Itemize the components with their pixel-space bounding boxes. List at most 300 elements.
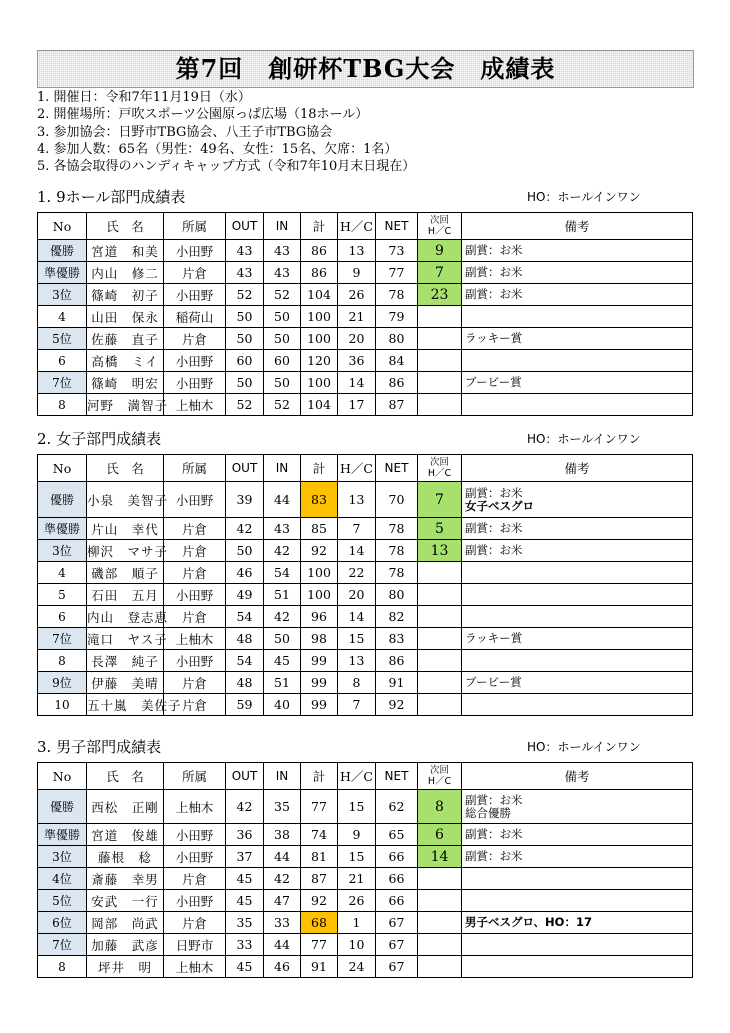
table-row <box>38 482 693 518</box>
header-no: No <box>38 213 87 240</box>
total-cell: 86 <box>301 240 338 262</box>
rank-cell: 9位 <box>38 672 87 694</box>
header-no: No <box>38 763 87 790</box>
name-cell: 河野 満智子 <box>87 394 164 416</box>
table-row <box>38 584 693 606</box>
header-in: IN <box>264 213 301 240</box>
rank-cell: 5位 <box>38 328 87 350</box>
name-cell: 宮道 和美 <box>87 240 164 262</box>
hc-cell: 15 <box>338 846 376 868</box>
next-hc-cell <box>418 328 462 350</box>
club-cell: 片倉 <box>164 912 226 934</box>
hc-cell: 7 <box>338 694 376 716</box>
net-cell: 77 <box>376 262 418 284</box>
next-hc-cell <box>418 650 462 672</box>
table-row <box>38 394 693 416</box>
table-row <box>38 934 693 956</box>
results-table <box>37 762 693 978</box>
header-net: NET <box>376 213 418 240</box>
net-cell: 80 <box>376 328 418 350</box>
net-cell: 67 <box>376 934 418 956</box>
rank-cell: 準優勝 <box>38 518 87 540</box>
header-next-hc-line2: H／C <box>427 468 452 479</box>
table-row <box>38 562 693 584</box>
rank-cell: 優勝 <box>38 482 87 518</box>
note-cell <box>462 284 693 306</box>
next-hc-cell <box>418 934 462 956</box>
note-cell <box>462 350 693 372</box>
hole-in-one-legend: HO：ホールインワン <box>527 740 641 754</box>
next-hc-cell <box>418 672 462 694</box>
net-cell: 84 <box>376 350 418 372</box>
club-cell: 小田野 <box>164 824 226 846</box>
name-cell: 藤根 稔 <box>87 846 164 868</box>
next-hc-cell: 8 <box>418 790 462 824</box>
net-cell: 70 <box>376 482 418 518</box>
in-cell: 50 <box>264 372 301 394</box>
net-cell: 65 <box>376 824 418 846</box>
table-row <box>38 846 693 868</box>
rank-cell: 6位 <box>38 912 87 934</box>
header-name: 氏 名 <box>87 455 164 482</box>
note-cell <box>462 846 693 868</box>
next-hc-cell <box>418 372 462 394</box>
rank-cell: 6 <box>38 606 87 628</box>
next-hc-cell: 9 <box>418 240 462 262</box>
club-cell: 片倉 <box>164 868 226 890</box>
rank-cell: 優勝 <box>38 790 87 824</box>
in-cell: 47 <box>264 890 301 912</box>
club-cell: 小田野 <box>164 482 226 518</box>
hc-cell: 13 <box>338 650 376 672</box>
table-row <box>38 650 693 672</box>
next-hc-cell <box>418 628 462 650</box>
name-cell: 岡部 尚武 <box>87 912 164 934</box>
hc-cell: 21 <box>338 306 376 328</box>
note-text: 男子ベスグロ、HO：17 <box>465 915 592 929</box>
info-date: 1. 開催日：令和7年11月19日（水） <box>37 90 251 105</box>
club-cell: 小田野 <box>164 284 226 306</box>
club-cell: 小田野 <box>164 650 226 672</box>
rank-cell: 4 <box>38 562 87 584</box>
table-row <box>38 328 693 350</box>
header-out: OUT <box>226 763 264 790</box>
out-cell: 33 <box>226 934 264 956</box>
in-cell: 54 <box>264 562 301 584</box>
table-row <box>38 890 693 912</box>
club-cell: 上柚木 <box>164 628 226 650</box>
hc-cell: 14 <box>338 540 376 562</box>
total-cell: 120 <box>301 350 338 372</box>
hc-cell: 7 <box>338 518 376 540</box>
note-text: 副賞：お米 <box>465 265 523 279</box>
in-cell: 33 <box>264 912 301 934</box>
note-cell <box>462 868 693 890</box>
name-cell: 石田 五月 <box>87 584 164 606</box>
note-text: 副賞：お米 <box>465 792 523 807</box>
club-cell: 上柚木 <box>164 956 226 978</box>
header-club: 所属 <box>164 213 226 240</box>
net-cell: 91 <box>376 672 418 694</box>
next-hc-cell <box>418 956 462 978</box>
out-cell: 52 <box>226 284 264 306</box>
in-cell: 43 <box>264 262 301 284</box>
header-next-hc-line1: 次回 <box>429 457 449 468</box>
club-cell: 小田野 <box>164 846 226 868</box>
net-cell: 78 <box>376 540 418 562</box>
table-row <box>38 306 693 328</box>
in-cell: 43 <box>264 240 301 262</box>
rank-cell: 10 <box>38 694 87 716</box>
event-info <box>37 89 415 175</box>
total-cell: 100 <box>301 328 338 350</box>
name-cell: 篠崎 初子 <box>87 284 164 306</box>
in-cell: 52 <box>264 284 301 306</box>
in-cell: 60 <box>264 350 301 372</box>
total-cell: 91 <box>301 956 338 978</box>
table-row <box>38 350 693 372</box>
total-cell: 104 <box>301 284 338 306</box>
total-cell: 100 <box>301 372 338 394</box>
name-cell: 坪井 明 <box>87 956 164 978</box>
page-title: 第7回 創研杯TBG大会 成績表 <box>37 50 694 88</box>
in-cell: 43 <box>264 518 301 540</box>
net-cell: 73 <box>376 240 418 262</box>
table-header-row <box>38 763 693 790</box>
in-cell: 42 <box>264 868 301 890</box>
header-hc: H／C <box>338 763 376 790</box>
header-name: 氏 名 <box>87 213 164 240</box>
club-cell: 片倉 <box>164 328 226 350</box>
next-hc-cell: 5 <box>418 518 462 540</box>
info-handicap-method: 5. 各協会取得のハンディキャップ方式（令和7年10月末日現在） <box>37 159 416 175</box>
hc-cell: 36 <box>338 350 376 372</box>
net-cell: 86 <box>376 650 418 672</box>
table-row <box>38 824 693 846</box>
out-cell: 60 <box>226 350 264 372</box>
hc-cell: 14 <box>338 372 376 394</box>
total-cell: 98 <box>301 628 338 650</box>
name-cell: 伊藤 美晴 <box>87 672 164 694</box>
table-row <box>38 372 693 394</box>
table-row <box>38 912 693 934</box>
hc-cell: 8 <box>338 672 376 694</box>
hc-cell: 20 <box>338 584 376 606</box>
note-text: ブービー賞 <box>465 675 522 689</box>
hc-cell: 15 <box>338 628 376 650</box>
rank-cell: 5 <box>38 584 87 606</box>
next-hc-cell <box>418 694 462 716</box>
table-row <box>38 540 693 562</box>
note-text: 副賞：お米 <box>465 485 523 500</box>
note-text: 副賞：お米 <box>465 521 523 535</box>
name-cell: 山田 保永 <box>87 306 164 328</box>
out-cell: 50 <box>226 540 264 562</box>
header-note: 備考 <box>462 213 693 240</box>
name-cell: 加藤 武彦 <box>87 934 164 956</box>
total-cell: 86 <box>301 262 338 284</box>
club-cell: 小田野 <box>164 350 226 372</box>
out-cell: 59 <box>226 694 264 716</box>
net-cell: 78 <box>376 284 418 306</box>
next-hc-cell <box>418 562 462 584</box>
table-header-row <box>38 213 693 240</box>
name-cell: 西松 正剛 <box>87 790 164 824</box>
out-cell: 50 <box>226 306 264 328</box>
out-cell: 48 <box>226 628 264 650</box>
note-text: 副賞：お米 <box>465 849 523 863</box>
next-hc-cell: 13 <box>418 540 462 562</box>
note-cell <box>462 606 693 628</box>
in-cell: 42 <box>264 540 301 562</box>
name-cell: 篠崎 明宏 <box>87 372 164 394</box>
out-cell: 42 <box>226 518 264 540</box>
out-cell: 54 <box>226 606 264 628</box>
name-cell: 内山 修二 <box>87 262 164 284</box>
in-cell: 45 <box>264 650 301 672</box>
note-cell <box>462 956 693 978</box>
club-cell: 小田野 <box>164 584 226 606</box>
note-cell <box>462 306 693 328</box>
in-cell: 51 <box>264 672 301 694</box>
note-cell <box>462 584 693 606</box>
hc-cell: 22 <box>338 562 376 584</box>
total-cell: 87 <box>301 868 338 890</box>
rank-cell: 8 <box>38 650 87 672</box>
header-hc: H／C <box>338 455 376 482</box>
results-table <box>37 454 693 716</box>
rank-cell: 8 <box>38 956 87 978</box>
note-text: ラッキー賞 <box>465 631 523 645</box>
note-cell <box>462 328 693 350</box>
table-row <box>38 518 693 540</box>
next-hc-cell: 7 <box>418 482 462 518</box>
header-next-hc-line2: H／C <box>427 226 452 237</box>
rank-cell: 5位 <box>38 890 87 912</box>
note-cell <box>462 518 693 540</box>
club-cell: 片倉 <box>164 606 226 628</box>
out-cell: 50 <box>226 372 264 394</box>
in-cell: 50 <box>264 306 301 328</box>
header-out: OUT <box>226 213 264 240</box>
next-hc-cell <box>418 350 462 372</box>
note-cell <box>462 672 693 694</box>
name-cell: 滝口 ヤス子 <box>87 628 164 650</box>
header-total: 計 <box>301 213 338 240</box>
out-cell: 45 <box>226 868 264 890</box>
note-cell <box>462 394 693 416</box>
in-cell: 52 <box>264 394 301 416</box>
total-cell: 77 <box>301 934 338 956</box>
header-out: OUT <box>226 455 264 482</box>
info-participants: 4. 参加人数：65名（男性：49名、女性：15名、欠席：1名） <box>37 141 398 157</box>
next-hc-cell: 14 <box>418 846 462 868</box>
total-cell: 100 <box>301 306 338 328</box>
note-cell <box>462 628 693 650</box>
out-cell: 45 <box>226 956 264 978</box>
header-next-hc-line1: 次回 <box>429 215 449 226</box>
header-in: IN <box>264 455 301 482</box>
net-cell: 67 <box>376 912 418 934</box>
header-net: NET <box>376 455 418 482</box>
note-text: ラッキー賞 <box>465 331 523 345</box>
next-hc-cell: 7 <box>418 262 462 284</box>
hc-cell: 20 <box>338 328 376 350</box>
next-hc-cell <box>418 394 462 416</box>
hc-cell: 26 <box>338 890 376 912</box>
in-cell: 44 <box>264 846 301 868</box>
note-cell <box>462 562 693 584</box>
table-row <box>38 956 693 978</box>
total-cell: 92 <box>301 890 338 912</box>
table-row <box>38 284 693 306</box>
note-cell <box>462 262 693 284</box>
out-cell: 50 <box>226 328 264 350</box>
note-text-secondary: 女子ベスグロ <box>465 498 534 513</box>
out-cell: 42 <box>226 790 264 824</box>
next-hc-cell <box>418 584 462 606</box>
hc-cell: 13 <box>338 240 376 262</box>
table-header-row <box>38 455 693 482</box>
hc-cell: 13 <box>338 482 376 518</box>
club-cell: 小田野 <box>164 372 226 394</box>
hole-in-one-legend: HO：ホールインワン <box>527 190 641 204</box>
header-net: NET <box>376 763 418 790</box>
note-text-secondary: 総合優勝 <box>465 805 511 820</box>
in-cell: 51 <box>264 584 301 606</box>
name-cell: 斎藤 幸男 <box>87 868 164 890</box>
next-hc-cell: 6 <box>418 824 462 846</box>
net-cell: 86 <box>376 372 418 394</box>
total-cell: 99 <box>301 672 338 694</box>
net-cell: 83 <box>376 628 418 650</box>
total-cell: 81 <box>301 846 338 868</box>
club-cell: 日野市 <box>164 934 226 956</box>
section-heading: 3. 男子部門成績表 <box>37 738 162 756</box>
table-row <box>38 262 693 284</box>
header-in: IN <box>264 763 301 790</box>
name-cell: 柳沢 マサ子 <box>87 540 164 562</box>
club-cell: 上柚木 <box>164 394 226 416</box>
note-cell <box>462 694 693 716</box>
hc-cell: 1 <box>338 912 376 934</box>
net-cell: 67 <box>376 956 418 978</box>
header-next-hc-line1: 次回 <box>429 765 449 776</box>
note-cell <box>462 482 693 518</box>
net-cell: 82 <box>376 606 418 628</box>
out-cell: 37 <box>226 846 264 868</box>
total-cell: 68 <box>301 912 338 934</box>
next-hc-cell <box>418 868 462 890</box>
rank-cell: 6 <box>38 350 87 372</box>
note-text: 副賞：お米 <box>465 287 523 301</box>
out-cell: 54 <box>226 650 264 672</box>
rank-cell: 準優勝 <box>38 262 87 284</box>
note-cell <box>462 540 693 562</box>
club-cell: 小田野 <box>164 240 226 262</box>
name-cell: 内山 登志恵 <box>87 606 164 628</box>
club-cell: 片倉 <box>164 540 226 562</box>
header-name: 氏 名 <box>87 763 164 790</box>
net-cell: 66 <box>376 890 418 912</box>
out-cell: 46 <box>226 562 264 584</box>
header-club: 所属 <box>164 455 226 482</box>
rank-cell: 7位 <box>38 628 87 650</box>
net-cell: 66 <box>376 846 418 868</box>
rank-cell: 優勝 <box>38 240 87 262</box>
out-cell: 48 <box>226 672 264 694</box>
net-cell: 80 <box>376 584 418 606</box>
header-club: 所属 <box>164 763 226 790</box>
hc-cell: 26 <box>338 284 376 306</box>
info-associations: 3. 参加協会：日野市TBG協会、八王子市TBG協会 <box>37 124 333 140</box>
club-cell: 片倉 <box>164 672 226 694</box>
club-cell: 小田野 <box>164 890 226 912</box>
out-cell: 43 <box>226 262 264 284</box>
in-cell: 40 <box>264 694 301 716</box>
rank-cell: 3位 <box>38 540 87 562</box>
out-cell: 39 <box>226 482 264 518</box>
name-cell: 高橋 ミイ <box>87 350 164 372</box>
next-hc-cell <box>418 306 462 328</box>
table-row <box>38 606 693 628</box>
header-total: 計 <box>301 763 338 790</box>
total-cell: 77 <box>301 790 338 824</box>
header-no: No <box>38 455 87 482</box>
table-row <box>38 868 693 890</box>
total-cell: 96 <box>301 606 338 628</box>
out-cell: 43 <box>226 240 264 262</box>
net-cell: 62 <box>376 790 418 824</box>
next-hc-cell <box>418 912 462 934</box>
name-cell: 小泉 美智子 <box>87 482 164 518</box>
header-next-hc <box>418 213 462 240</box>
header-total: 計 <box>301 455 338 482</box>
section-heading: 2. 女子部門成績表 <box>37 430 162 448</box>
note-text: 副賞：お米 <box>465 827 523 841</box>
header-next-hc-line2: H／C <box>427 776 452 787</box>
out-cell: 45 <box>226 890 264 912</box>
note-cell <box>462 890 693 912</box>
club-cell: 片倉 <box>164 262 226 284</box>
out-cell: 36 <box>226 824 264 846</box>
note-text: 副賞：お米 <box>465 543 523 557</box>
next-hc-cell <box>418 890 462 912</box>
table-row <box>38 694 693 716</box>
hc-cell: 9 <box>338 262 376 284</box>
name-cell: 磯部 順子 <box>87 562 164 584</box>
note-cell <box>462 934 693 956</box>
table-row <box>38 628 693 650</box>
hc-cell: 14 <box>338 606 376 628</box>
in-cell: 50 <box>264 328 301 350</box>
header-next-hc <box>418 455 462 482</box>
hc-cell: 21 <box>338 868 376 890</box>
total-cell: 83 <box>301 482 338 518</box>
rank-cell: 3位 <box>38 846 87 868</box>
note-cell <box>462 790 693 824</box>
rank-cell: 8 <box>38 394 87 416</box>
club-cell: 片倉 <box>164 518 226 540</box>
note-text: ブービー賞 <box>465 375 522 389</box>
total-cell: 74 <box>301 824 338 846</box>
net-cell: 78 <box>376 562 418 584</box>
rank-cell: 3位 <box>38 284 87 306</box>
net-cell: 78 <box>376 518 418 540</box>
name-cell: 佐藤 直子 <box>87 328 164 350</box>
note-cell <box>462 912 693 934</box>
name-cell: 片山 幸代 <box>87 518 164 540</box>
